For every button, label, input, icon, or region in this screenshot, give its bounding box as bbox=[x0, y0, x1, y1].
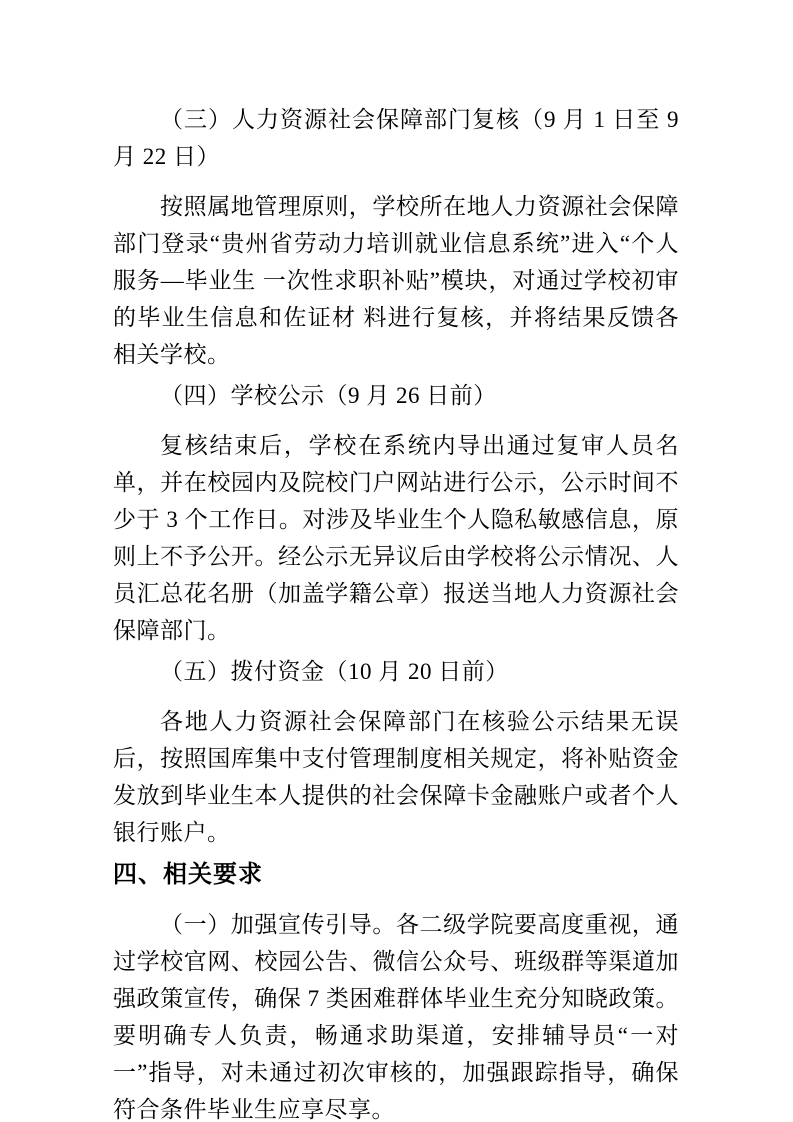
heading-fund-allocation: （五）拨付资金（10 月 20 日前） bbox=[160, 659, 509, 684]
heading-hr-department-review: （三）人力资源社会保障部门复核（9 月 1 日至 9 月 22 日） bbox=[113, 107, 679, 169]
paragraph-school-publicity: 复核结束后，学校在系统内导出通过复审人员名单，并在校园内及院校门户网站进行公示，公示时间不少于 3 个工作日。对涉及毕业生个人隐私敏感信息，原则上不予公开。经公示无异议后由学校将公示情况、人员汇总花名册（加盖学籍公章）报送当地人力资源社会保障部门。 bbox=[113, 433, 679, 643]
section-title-related-requirements: 四、相关要求 bbox=[113, 861, 263, 888]
heading-school-publicity: （四）学校公示（9 月 26 日前） bbox=[160, 383, 497, 408]
paragraph-hr-department-review: 按照属地管理原则，学校所在地人力资源社会保障部门登录“贵州省劳动力培训就业信息系统”进入“个人服务—毕业生 一次性求职补贴”模块，对通过学校初审的毕业生信息和佐证材 料进行复核，并将结果反馈各相关学校。 bbox=[113, 194, 679, 367]
paragraph-fund-allocation: 各地人力资源社会保障部门在核验公示结果无误后，按照国库集中支付管理制度相关规定，将补贴资金发放到毕业生本人提供的社会保障卡金融账户或者个人银行账户。 bbox=[113, 709, 679, 845]
paragraph-strengthen-publicity-guidance: （一）加强宣传引导。各二级学院要高度重视，通过学校官网、校园公告、微信公众号、班级群等渠道加强政策宣传，确保 7 类困难群体毕业生充分知晓政策。要明确专人负责，畅通求助渠道，安排辅导员“一对一”指导，对未通过初次审核的，加强跟踪指导，确保符合条件毕业生应享尽享。 bbox=[113, 912, 679, 1122]
